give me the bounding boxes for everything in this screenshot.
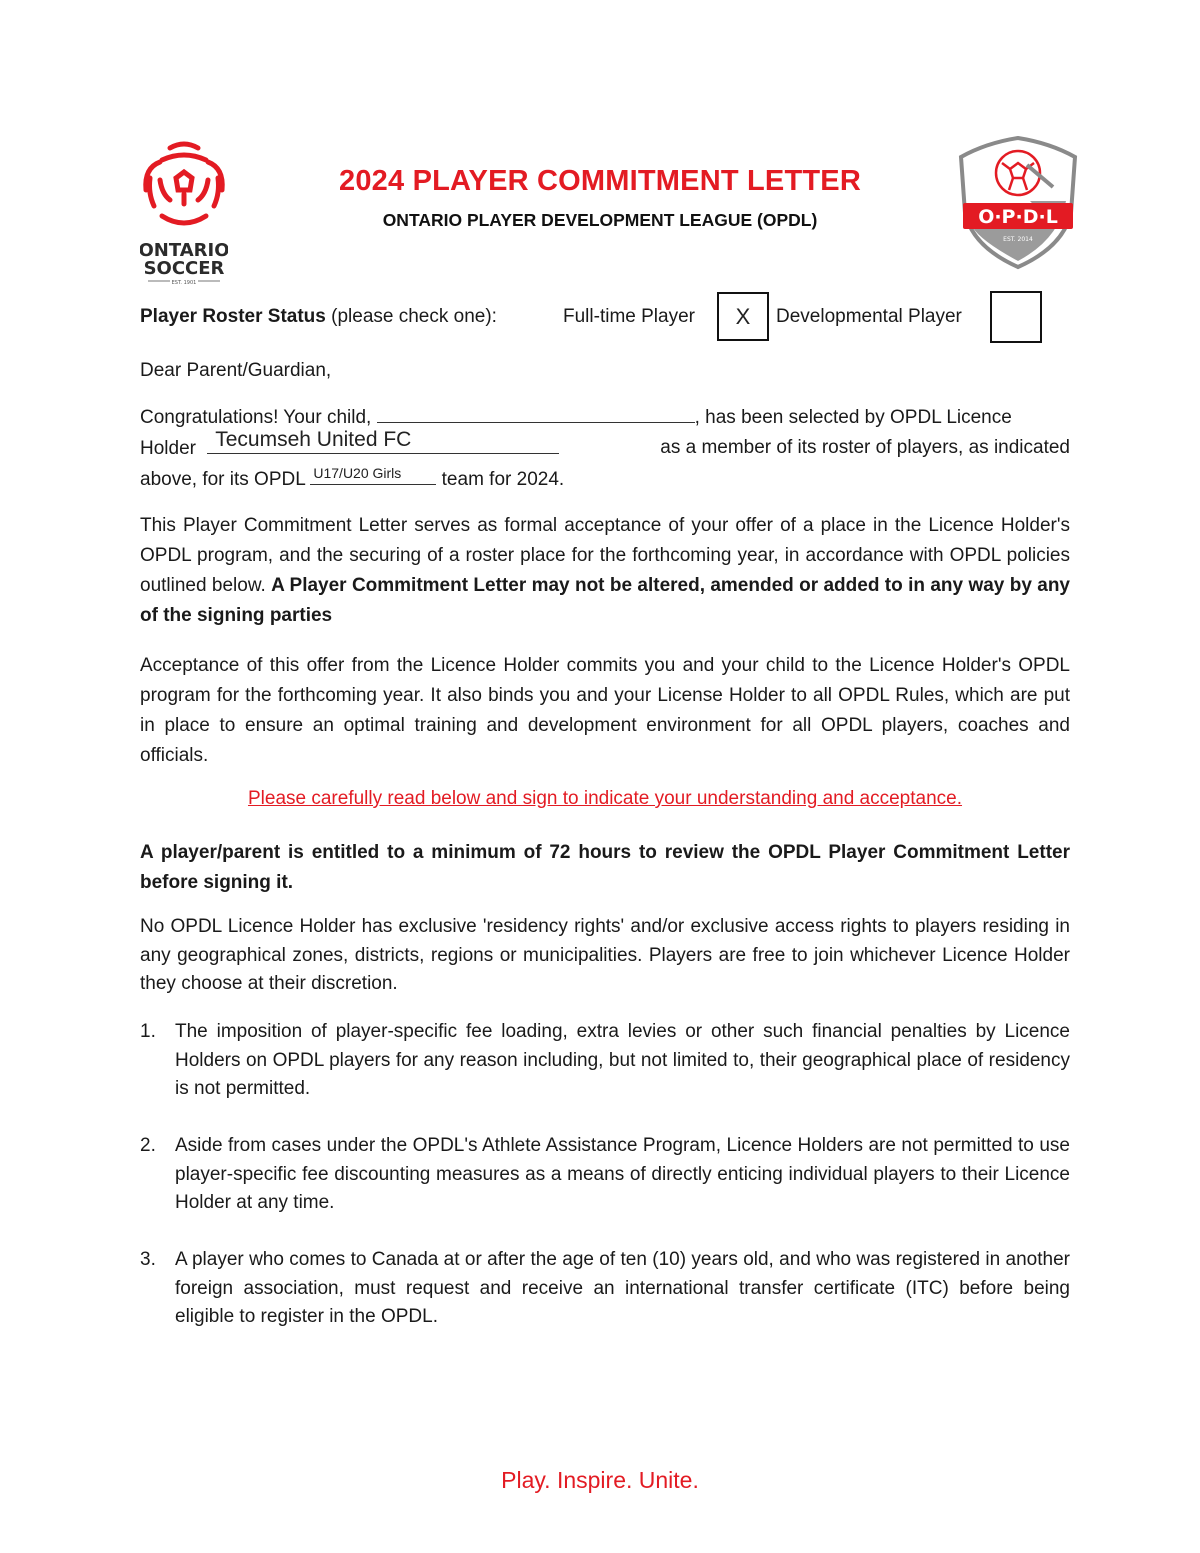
page-title: 2024 PLAYER COMMITMENT LETTER [339,165,861,197]
congrats-paragraph [140,402,1070,495]
commitment-text: This Player Commitment Letter serves as formal acceptance of your offer of a place in the Licence Holder's OPDL program, and the securing of a roster place for the forthcoming year, in accordance with OPDL policies outlined below. [140,515,1070,596]
footer-tagline: Play. Inspire. Unite. [501,1467,699,1493]
list-text: Aside from cases under the OPDL's Athlete Assistance Program, Licence Holders are not permitted to use player-specific fee discounting measures as a means of directly enticing individual players to their Licence Holder at any time. [175,1135,1070,1213]
ontario-soccer-ball-icon [140,138,228,286]
roster-status-hint: (please check one): [325,306,497,327]
child-name-field[interactable] [377,402,695,423]
list-item [140,1246,1070,1332]
team-text-start: above, for its OPDL [140,469,311,490]
developmental-player-label: Developmental Player [776,306,962,327]
ontario-soccer-logo [140,138,228,286]
greeting: Dear Parent/Guardian, [140,360,332,381]
logo-est-text: EST. 1901 [171,280,197,286]
holder-text-rest: as a member of its roster of players, as indicated [660,437,1070,458]
team-text-end: team for 2024. [436,469,565,490]
commitment-paragraph [140,511,1070,631]
licence-holder-value: Tecumseh United FC [215,428,412,451]
list-text: A player who comes to Canada at or after the age of ten (10) years old, and who was registered in another foreign association, must request and receive an international transfer certificate (ITC) before being eligible to register in the OPDL. [175,1249,1070,1327]
fulltime-player-checkbox[interactable] [717,292,769,341]
opdl-est-text: EST. 2014 [1003,236,1033,243]
fulltime-player-label: Full-time Player [563,306,695,327]
congrats-text-start: Congratulations! Your child, [140,407,377,428]
logo-text-soccer: SOCCER [143,258,225,279]
list-item [140,1132,1070,1218]
list-number: 1. [140,1021,156,1042]
congrats-text-end: , has been selected by OPDL Licence [694,407,1012,428]
residency-paragraph: No OPDL Licence Holder has exclusive 'residency rights' and/or exclusive access rights to players residing in any geographical zones, districts, regions or municipalities. Players are free to join whichever Licence Holder they choose at their discretion. [140,916,1070,994]
acceptance-paragraph: Acceptance of this offer from the Licence Holder commits you and your child to the Licence Holder's OPDL program for the forthcoming year. It also binds you and your License Holder to all OPDL Rules, which are put in place to ensure an optimal training and development environment for all OPDL players, coaches and officials. [140,655,1070,766]
holder-label: Holder [140,438,202,459]
roster-status-bold: Player Roster Status [140,306,326,327]
opdl-logo [955,135,1081,270]
logo-text-ontario: ONTARIO [140,240,228,261]
licence-holder-field[interactable] [207,428,559,454]
fulltime-check-mark: X [735,303,751,329]
review-period-note: A player/parent is entitled to a minimum of 72 hours to review the OPDL Player Commitment Letter before signing it. [140,842,1070,893]
list-number: 2. [140,1135,156,1156]
read-and-sign-note: Please carefully read below and sign to indicate your understanding and acceptance. [247,788,963,809]
developmental-player-checkbox[interactable] [990,291,1042,343]
page-subtitle: ONTARIO PLAYER DEVELOPMENT LEAGUE (OPDL) [382,210,818,230]
opdl-logo-text: O·P·D·L [978,206,1058,228]
list-number: 3. [140,1249,156,1270]
list-item [140,1018,1070,1104]
commitment-bold-text: A Player Commitment Letter may not be altered, amended or added to in any way by any of the signing parties [140,575,1070,626]
team-value: U17/U20 Girls [313,465,402,481]
roster-status-label [140,306,497,328]
opdl-shield-icon [955,135,1081,270]
team-field[interactable] [310,464,436,485]
list-text: The imposition of player-specific fee loading, extra levies or other such financial penalties by Licence Holders on OPDL players for any reason including, but not limited to, their geographical place of residency is not permitted. [175,1021,1070,1099]
